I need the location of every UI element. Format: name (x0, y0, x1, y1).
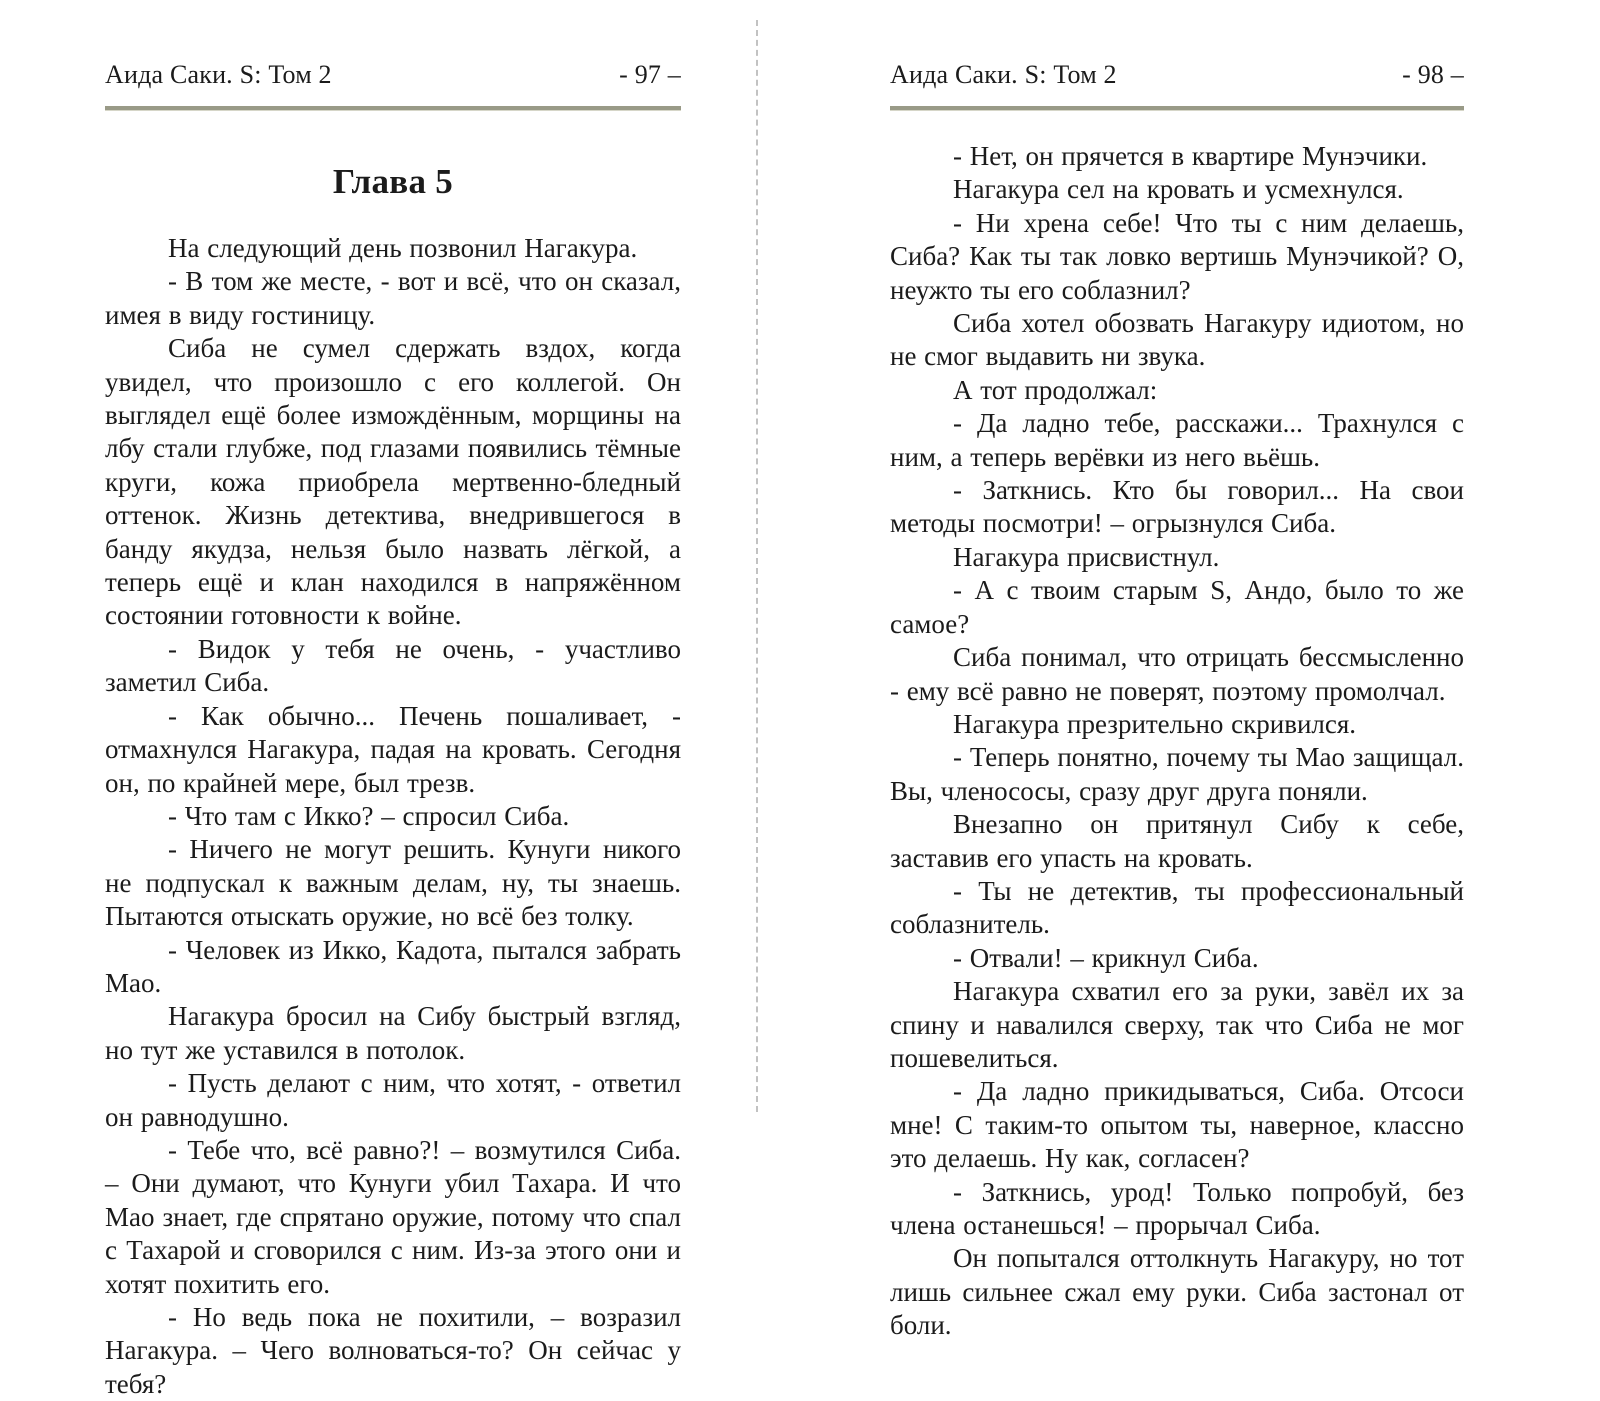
paragraph: Сиба понимал, что отрицать бессмысленно - ему всё равно не поверят, поэтому промолчал. (890, 642, 1464, 706)
paragraph: Он попытался оттолкнуть Нагакуру, но тот лишь сильнее сжал ему руки. Сиба застонал от боли. (890, 1243, 1464, 1341)
paragraph: - Да ладно прикидываться, Сиба. Отсоси мне! С таким-то опытом ты, наверное, классно это делаешь. Ну как, согласен? (890, 1076, 1464, 1174)
running-title: Аида Саки. S: Том 2 (890, 60, 1117, 89)
paragraph: - Ни хрена себе! Что ты с ним делаешь, Сиба? Как ты так ловко вертишь Мунэчикой? О, неужто ты его соблазнил? (890, 207, 1464, 305)
paragraph: - Человек из Икко, Кадота, пытался забрать Мао. (105, 934, 681, 998)
paragraph: Нагакура бросил на Сибу быстрый взгляд, но тут же уставился в потолок. (105, 1001, 681, 1065)
paragraph: - Нет, он прячется в квартире Мунэчики. (953, 141, 1428, 171)
paragraph: - Но ведь пока не похитили, – возразил Нагакура. – Чего волноваться-то? Он сейчас у тебя? (105, 1302, 681, 1399)
paragraph: На следующий день позвонил Нагакура. (168, 233, 638, 263)
page-left (105, 0, 681, 1401)
page-number: - 97 – (619, 60, 681, 89)
paragraph: А тот продолжал: (953, 374, 1158, 405)
paragraph: - В том же месте, - вот и всё, что он сказал, имея в виду гостиницу. (105, 266, 681, 330)
page-divider (756, 20, 758, 1112)
page-right (890, 0, 1464, 1343)
paragraph: - Ничего не могут решить. Кунуги никого не подпускал к важным делам, ну, ты знаешь. Пытаются отыскать оружие, но всё без толку. (105, 834, 681, 932)
header-rule (105, 106, 681, 110)
paragraph: Нагакура схватил его за руки, завёл их за спину и навалился сверху, так что Сиба не мог пошевелиться. (890, 976, 1464, 1073)
paragraph: - Теперь понятно, почему ты Мао защищал. Вы, членососы, сразу друг друга поняли. (890, 742, 1464, 806)
paragraph: - А с твоим старым S, Андо, было то же самое? (890, 575, 1464, 639)
page-body-left (105, 232, 681, 1401)
paragraph: - Ты не детектив, ты профессиональный соблазнитель. (890, 875, 1464, 940)
paragraph: - Как обычно... Печень пошаливает, - отмахнулся Нагакура, падая на кровать. Сегодня он, по крайней мере, был трезв. (105, 700, 681, 798)
paragraph: - Отвали! – крикнул Сиба. (953, 942, 1259, 973)
paragraph: - Заткнись. Кто бы говорил... На свои методы посмотри! – огрызнулся Сиба. (890, 475, 1464, 539)
paragraph: Сиба не сумел сдержать вздох, когда увидел, что произошло с его коллегой. Он выглядел ещё более измождённым, морщины на лбу стали глубже, под глазами появились тёмные круги, кожа приобрела мертвенно-бледный оттенок. Жизнь детектива, внедрившегося в банду якудза, нельзя было назвать лёгкой, а теперь ещё и клан находился в напряжённом состоянии готовности к войне. (105, 333, 681, 631)
paragraph: Сиба хотел обозвать Нагакуру идиотом, но не смог выдавить ни звука. (890, 308, 1464, 372)
page-header (890, 0, 1464, 90)
paragraph: - Пусть делают с ним, что хотят, - ответил он равнодушно. (105, 1068, 681, 1132)
running-title: Аида Саки. S: Том 2 (105, 60, 332, 89)
chapter-heading: Глава 5 (332, 162, 454, 201)
paragraph: - Видок у тебя не очень, - участливо заметил Сиба. (105, 633, 681, 698)
header-rule (890, 106, 1464, 110)
paragraph: Нагакура презрительно скривился. (953, 708, 1357, 739)
paragraph: - Заткнись, урод! Только попробуй, без члена останешься! – прорычал Сиба. (890, 1176, 1464, 1240)
page-number: - 98 – (1402, 60, 1464, 89)
paragraph: - Да ладно тебе, расскажи... Трахнулся с ним, а теперь верёвки из него вьёшь. (890, 408, 1464, 472)
paragraph: - Что там с Икко? – спросил Сиба. (168, 800, 570, 831)
page-body-right (890, 140, 1464, 1343)
paragraph: Нагакура сел на кровать и усмехнулся. (953, 174, 1404, 205)
paragraph: Внезапно он притянул Сибу к себе, заставив его упасть на кровать. (890, 809, 1464, 873)
paragraph: - Тебе что, всё равно?! – возмутился Сиба. – Они думают, что Кунуги убил Тахара. И что Мао знает, где спрятано оружие, потому что спал с Тахарой и сговорился с ним. Из-за этого они и хотят похитить его. (105, 1134, 681, 1299)
page-header (105, 0, 681, 90)
paragraph: Нагакура присвистнул. (953, 541, 1220, 572)
